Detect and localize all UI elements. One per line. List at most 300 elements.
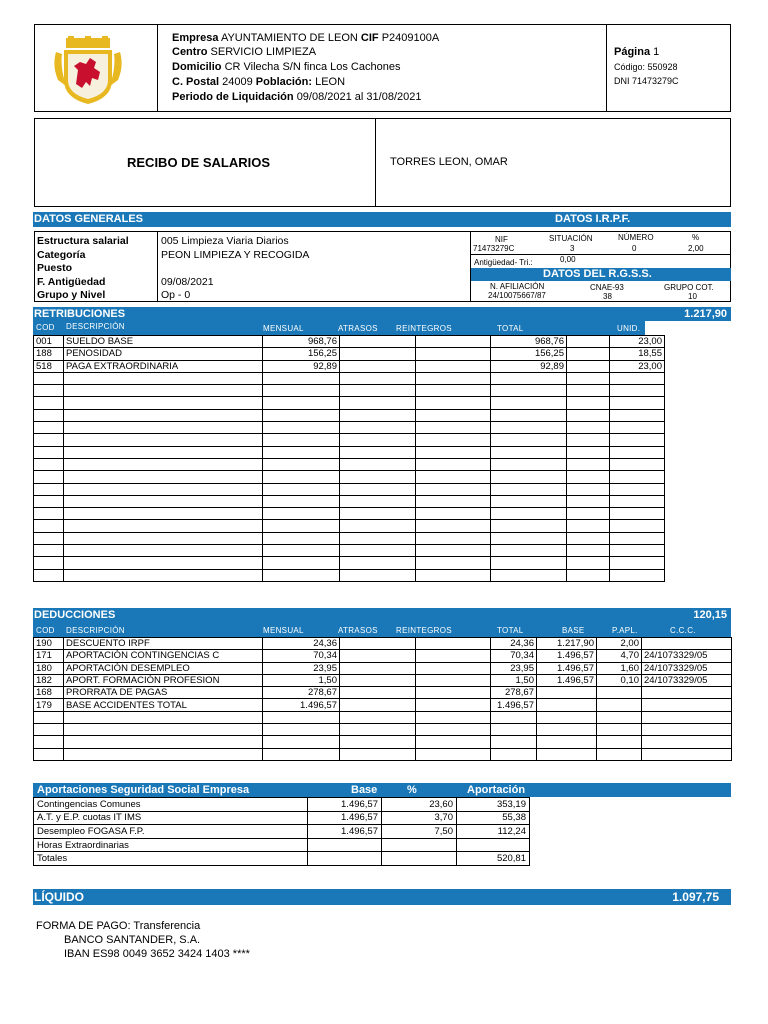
table-cell (263, 397, 340, 409)
table-cell: 1.496,57 (263, 699, 340, 711)
table-cell (597, 724, 642, 736)
table-cell (491, 724, 537, 736)
table-cell (34, 483, 64, 495)
ret-col-cod: COD (36, 323, 55, 332)
header-empresa: Empresa AYUNTAMIENTO DE LEON CIF P2409100A (172, 32, 440, 44)
table-cell (263, 446, 340, 458)
city-coat-of-arms-icon (52, 36, 124, 106)
table-cell (340, 397, 416, 409)
table-row (34, 724, 732, 736)
table-cell (610, 409, 665, 421)
ss-col-aport: Aportación (467, 784, 526, 796)
ded-col-ccc: C.C.C. (670, 626, 696, 635)
table-cell (567, 397, 610, 409)
table-cell (340, 422, 416, 434)
header-divider-right (606, 24, 607, 112)
table-cell (263, 736, 340, 748)
table-cell (416, 372, 491, 384)
table-cell (537, 724, 597, 736)
table-cell (340, 711, 416, 723)
table-cell (340, 508, 416, 520)
table-cell: 179 (34, 699, 64, 711)
table-cell (567, 508, 610, 520)
table-cell (64, 532, 263, 544)
table-cell (610, 508, 665, 520)
table-cell (340, 372, 416, 384)
table-row (34, 798, 530, 812)
table-cell (308, 838, 382, 852)
table-cell (340, 385, 416, 397)
title-divider (375, 118, 376, 207)
table-cell (416, 409, 491, 421)
table-cell (64, 422, 263, 434)
table-row (34, 662, 732, 674)
table-cell: 92,89 (491, 360, 567, 372)
table-row (34, 520, 665, 532)
forma-pago: FORMA DE PAGO: Transferencia (36, 920, 201, 932)
table-cell: PRORRATA DE PAGAS (64, 687, 263, 699)
table-cell (491, 748, 537, 760)
table-cell (642, 748, 732, 760)
table-cell (340, 650, 416, 662)
table-cell: 1.496,57 (308, 825, 382, 839)
header-periodo: Periodo de Liquidación 09/08/2021 al 31/08/2021 (172, 91, 422, 103)
datos-irpf-title: DATOS I.R.P.F. (555, 213, 631, 225)
worker-name: TORRES LEON, OMAR (390, 156, 508, 168)
table-cell (416, 483, 491, 495)
table-cell: APORTACIÓN DESEMPLEO (64, 662, 263, 674)
table-row (34, 748, 732, 760)
table-cell (263, 748, 340, 760)
table-cell (610, 557, 665, 569)
table-cell (597, 748, 642, 760)
table-cell (64, 495, 263, 507)
table-cell (340, 434, 416, 446)
table-cell (416, 508, 491, 520)
ss-table (33, 797, 530, 866)
table-cell (610, 483, 665, 495)
table-cell (340, 724, 416, 736)
ret-col-unid: UNID. (617, 324, 641, 333)
table-cell (34, 372, 64, 384)
table-row (34, 397, 665, 409)
table-cell (34, 545, 64, 557)
table-cell (610, 422, 665, 434)
table-cell: 70,34 (263, 650, 340, 662)
table-cell (263, 532, 340, 544)
table-row (34, 372, 665, 384)
table-cell (34, 458, 64, 470)
table-cell: 1.496,57 (308, 811, 382, 825)
table-row (34, 336, 665, 348)
table-cell (416, 557, 491, 569)
table-cell (416, 650, 491, 662)
table-cell (263, 545, 340, 557)
table-cell (491, 372, 567, 384)
table-row (34, 508, 665, 520)
table-row (34, 434, 665, 446)
table-cell (64, 483, 263, 495)
table-cell (263, 385, 340, 397)
table-cell (34, 532, 64, 544)
table-cell (340, 483, 416, 495)
table-cell (340, 736, 416, 748)
table-row (34, 638, 732, 650)
table-cell: 1,60 (597, 662, 642, 674)
table-cell (567, 422, 610, 434)
table-cell: 23,60 (382, 798, 457, 812)
table-cell: 001 (34, 336, 64, 348)
table-cell (610, 458, 665, 470)
table-cell: 24/1073329/05 (642, 674, 732, 686)
table-cell: Contingencias Comunes (34, 798, 308, 812)
table-cell (416, 495, 491, 507)
table-cell: 23,95 (263, 662, 340, 674)
table-cell (491, 397, 567, 409)
table-row (34, 674, 732, 686)
table-cell (610, 532, 665, 544)
table-cell (64, 724, 263, 736)
table-row (34, 458, 665, 470)
ss-col-base: Base (351, 784, 378, 796)
ded-col-cod: COD (36, 626, 55, 635)
liquido-bar (33, 889, 731, 905)
table-cell: PAGA EXTRAORDINARIA (64, 360, 263, 372)
table-cell (34, 495, 64, 507)
table-cell (340, 495, 416, 507)
table-cell (567, 458, 610, 470)
table-cell (416, 569, 491, 581)
table-cell (491, 446, 567, 458)
table-cell (64, 434, 263, 446)
table-cell (340, 458, 416, 470)
table-cell (597, 736, 642, 748)
ded-col-reintegros: REINTEGROS (396, 626, 452, 635)
ss-title: Aportaciones Seguridad Social Empresa (37, 784, 250, 796)
table-row (34, 360, 665, 372)
table-cell (416, 520, 491, 532)
table-cell (263, 508, 340, 520)
table-cell (567, 557, 610, 569)
table-row (34, 811, 530, 825)
rgss-cnae: 38 (603, 292, 612, 301)
table-cell (64, 545, 263, 557)
table-cell (537, 699, 597, 711)
table-cell (491, 532, 567, 544)
table-cell: 7,50 (382, 825, 457, 839)
datos-generales-title: DATOS GENERALES (34, 213, 143, 225)
table-cell (491, 569, 567, 581)
table-cell (491, 520, 567, 532)
table-cell (491, 385, 567, 397)
table-cell (642, 638, 732, 650)
table-cell (567, 495, 610, 507)
table-cell (416, 360, 491, 372)
table-cell (491, 711, 537, 723)
table-cell (416, 638, 491, 650)
table-cell (537, 711, 597, 723)
table-cell (34, 385, 64, 397)
table-cell (416, 724, 491, 736)
table-cell (263, 458, 340, 470)
iban: IBAN ES98 0049 3652 3424 1403 **** (64, 948, 250, 960)
table-cell (416, 674, 491, 686)
ded-col-mensual: MENSUAL (263, 626, 304, 635)
table-cell (537, 748, 597, 760)
table-cell (567, 385, 610, 397)
table-cell (416, 687, 491, 699)
table-cell: 23,95 (491, 662, 537, 674)
table-row (34, 422, 665, 434)
table-cell (537, 687, 597, 699)
table-row (34, 446, 665, 458)
table-cell (34, 748, 64, 760)
table-cell (34, 736, 64, 748)
table-row (34, 711, 732, 723)
liquido-label: LÍQUIDO (34, 890, 84, 904)
table-cell: 188 (34, 348, 64, 360)
table-cell: PENOSIDAD (64, 348, 263, 360)
table-cell (416, 397, 491, 409)
table-row (34, 699, 732, 711)
deducciones-table (33, 637, 732, 761)
table-cell: A.T. y E.P. cuotas IT IMS (34, 811, 308, 825)
table-cell (34, 569, 64, 581)
table-cell (416, 348, 491, 360)
table-cell: 156,25 (263, 348, 340, 360)
table-cell (491, 545, 567, 557)
ret-col-reintegros: REINTEGROS (396, 324, 452, 333)
irpf-situacion-label: SITUACIÓN (549, 234, 593, 243)
table-row (34, 348, 665, 360)
table-cell (610, 372, 665, 384)
table-cell (340, 569, 416, 581)
table-cell: 1,50 (263, 674, 340, 686)
table-cell (567, 336, 610, 348)
table-cell (340, 446, 416, 458)
deducciones-total: 120,15 (693, 609, 727, 621)
datos-labels: Estructura salarial Categoría Puesto F. Antigüedad Grupo y Nivel (37, 235, 129, 301)
table-cell (340, 532, 416, 544)
table-cell (34, 409, 64, 421)
codigo: Código: 550928 (614, 62, 678, 72)
table-row (34, 838, 530, 852)
datos-divider-2 (470, 231, 471, 302)
table-cell (34, 446, 64, 458)
table-cell (64, 471, 263, 483)
table-cell (64, 385, 263, 397)
ded-col-desc: DESCRIPCIÓN (66, 626, 125, 635)
table-cell: 24/1073329/05 (642, 650, 732, 662)
table-cell: 1.496,57 (537, 662, 597, 674)
table-cell (64, 736, 263, 748)
table-cell: 112,24 (457, 825, 530, 839)
table-cell (263, 422, 340, 434)
table-cell: 1.496,57 (537, 674, 597, 686)
deducciones-title: DEDUCCIONES (34, 609, 116, 621)
table-cell (610, 397, 665, 409)
rgss-grupo-label: GRUPO COT. (664, 283, 714, 292)
table-cell (263, 372, 340, 384)
table-cell (567, 348, 610, 360)
table-cell (416, 336, 491, 348)
table-cell (416, 422, 491, 434)
table-cell (610, 446, 665, 458)
table-cell: 3,70 (382, 811, 457, 825)
table-cell (263, 409, 340, 421)
ss-bar (33, 783, 731, 797)
table-cell (597, 699, 642, 711)
table-cell: 156,25 (491, 348, 567, 360)
table-cell (491, 471, 567, 483)
irpf-hline (470, 254, 731, 255)
table-cell (416, 434, 491, 446)
table-cell (382, 852, 457, 866)
table-cell (34, 471, 64, 483)
table-cell: APORTACIÓN CONTINGENCIAS C (64, 650, 263, 662)
table-cell: 1.496,57 (491, 699, 537, 711)
table-cell (340, 471, 416, 483)
table-cell: 190 (34, 638, 64, 650)
table-cell: 23,00 (610, 336, 665, 348)
table-cell (340, 662, 416, 674)
table-cell (263, 711, 340, 723)
table-cell (416, 458, 491, 470)
table-cell (491, 495, 567, 507)
table-cell (567, 471, 610, 483)
table-cell (491, 422, 567, 434)
table-cell (567, 545, 610, 557)
header-cpostal: C. Postal 24009 Población: LEON (172, 76, 346, 88)
table-cell (491, 409, 567, 421)
header-divider (157, 24, 158, 112)
table-cell (263, 483, 340, 495)
table-cell: Totales (34, 852, 308, 866)
table-row (34, 736, 732, 748)
table-cell (340, 409, 416, 421)
irpf-situacion: 3 (570, 244, 575, 253)
table-cell (263, 569, 340, 581)
table-cell (340, 687, 416, 699)
table-cell: 23,00 (610, 360, 665, 372)
retribuciones-bar (33, 307, 731, 321)
table-cell: 182 (34, 674, 64, 686)
table-cell (567, 409, 610, 421)
table-cell (263, 495, 340, 507)
table-cell: 70,34 (491, 650, 537, 662)
irpf-nif: 71473279C (473, 244, 515, 253)
retribuciones-table (33, 335, 665, 582)
table-cell: 1,50 (491, 674, 537, 686)
table-cell: 1.217,90 (537, 638, 597, 650)
table-cell: 18,55 (610, 348, 665, 360)
table-cell (64, 458, 263, 470)
header-centro: Centro SERVICIO LIMPIEZA (172, 46, 317, 58)
table-row (34, 545, 665, 557)
banco: BANCO SANTANDER, S.A. (64, 934, 201, 946)
table-cell: SUELDO BASE (64, 336, 263, 348)
table-cell (610, 545, 665, 557)
table-cell: 520,81 (457, 852, 530, 866)
table-cell (491, 483, 567, 495)
table-cell (308, 852, 382, 866)
table-cell (416, 446, 491, 458)
table-cell (340, 638, 416, 650)
irpf-pct-label: % (692, 233, 700, 242)
table-cell (597, 711, 642, 723)
table-row (34, 825, 530, 839)
table-cell: 353,19 (457, 798, 530, 812)
table-cell (610, 495, 665, 507)
datos-values: 005 Limpieza Viaria Diarios PEON LIMPIEZA Y RECOGIDA 09/08/2021 Op - 0 (161, 235, 310, 301)
table-cell (642, 724, 732, 736)
table-cell (340, 336, 416, 348)
table-cell (567, 372, 610, 384)
ss-col-pct: % (407, 784, 417, 796)
rgss-grupo: 10 (688, 292, 697, 301)
table-row (34, 409, 665, 421)
table-row (34, 471, 665, 483)
table-cell: Horas Extraordinarias (34, 838, 308, 852)
table-row (34, 650, 732, 662)
table-row (34, 852, 530, 866)
table-cell (64, 748, 263, 760)
deducciones-bar (33, 608, 731, 623)
table-cell (416, 662, 491, 674)
table-cell (491, 508, 567, 520)
table-cell (610, 471, 665, 483)
ded-col-papl: P.APL. (612, 626, 638, 635)
table-cell: DESCUENTO IRPF (64, 638, 263, 650)
table-cell: 55,38 (457, 811, 530, 825)
table-cell (610, 385, 665, 397)
table-cell (34, 711, 64, 723)
table-cell: Desempleo FOGASA F.P. (34, 825, 308, 839)
table-cell: 1.496,57 (537, 650, 597, 662)
table-cell (340, 348, 416, 360)
datos-divider-1 (157, 231, 158, 302)
table-cell (34, 724, 64, 736)
table-cell (64, 446, 263, 458)
ret-col-atrasos: ATRASOS (338, 324, 378, 333)
irpf-pct: 2,00 (688, 244, 704, 253)
table-cell (416, 532, 491, 544)
table-row (34, 385, 665, 397)
irpf-antiguedad: 0,00 (560, 255, 576, 264)
table-cell (567, 569, 610, 581)
table-cell: 1.496,57 (308, 798, 382, 812)
table-cell: 4,70 (597, 650, 642, 662)
rgss-afiliacion: 24/10075667/87 (488, 291, 546, 300)
table-cell (416, 471, 491, 483)
table-cell: 968,76 (491, 336, 567, 348)
ret-col-desc: DESCRIPCIÓN (66, 322, 125, 331)
table-cell: 278,67 (263, 687, 340, 699)
table-cell: 518 (34, 360, 64, 372)
table-cell (64, 557, 263, 569)
table-cell (491, 557, 567, 569)
header-domicilio: Domicilio CR Vilecha S/N finca Los Cachones (172, 61, 401, 73)
table-cell: 24,36 (263, 638, 340, 650)
table-cell (537, 736, 597, 748)
table-cell (610, 434, 665, 446)
table-cell (340, 674, 416, 686)
ret-col-mensual: MENSUAL (263, 324, 304, 333)
table-row (34, 495, 665, 507)
irpf-antiguedad-label: Antigüedad- Tri.: (474, 258, 533, 267)
dni: DNI 71473279C (614, 76, 679, 86)
ret-col-total: TOTAL (497, 324, 524, 333)
